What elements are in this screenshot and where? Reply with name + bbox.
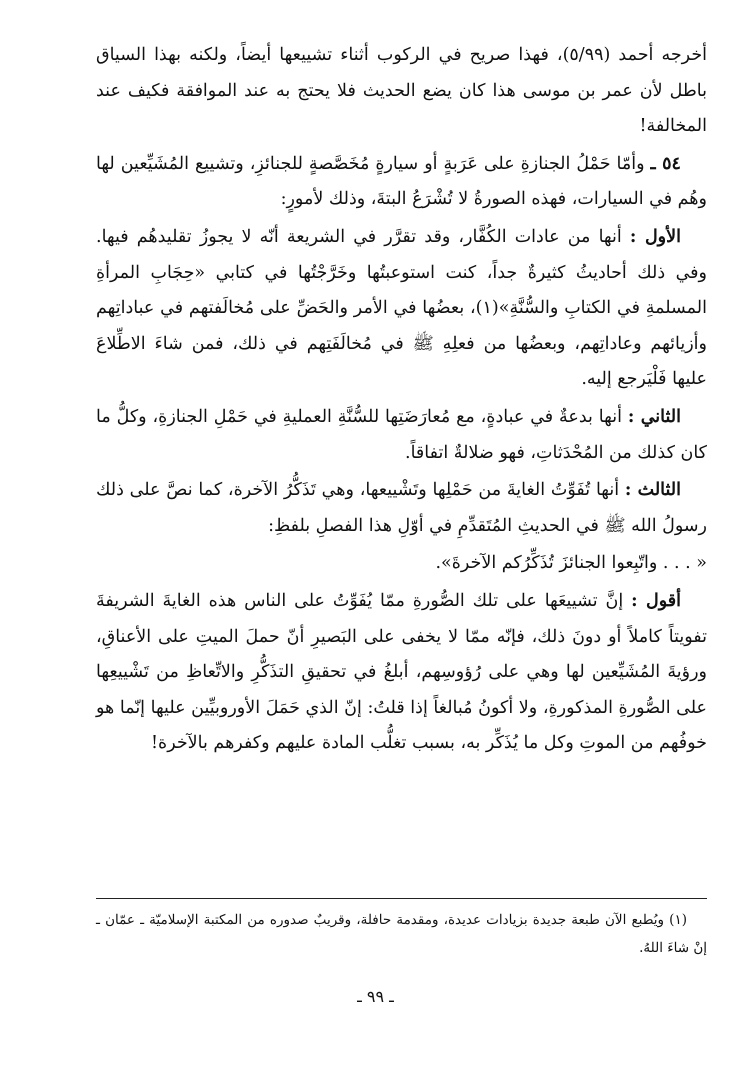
- paragraph-continuation: [96, 38, 707, 145]
- reason-heading: الثالث :: [624, 480, 681, 501]
- main-text: [96, 38, 707, 764]
- comment-heading: أقول :: [631, 590, 681, 611]
- paragraph-text: إنَّ تشييعَها على تلك الصُّورةِ ممّا يُفَوِّتُ على الناس هذه الغايةَ الشريفةَ تفويتاً كاملاً أو دونَ ذلك، فإنّه ممّا لا يخفى على البَصيرِ أنّ حملَ الميتِ على الأعناقِ، ورؤيةَ المُشَيِّعين لها وهي على رُؤوسِهم، أبلغُ في تحقيقِ التذَكُّرِ والاتِّعاظِ من تَشْييعِها على الصُّورةِ المذكورةِ، ولا أكونُ مُبالغاً إذا قلتُ: إنّ الذي حَمَلَ الأوروبيِّين عليها إنّما هو خوفُهم من الموتِ وكل ما يُذَكِّر به، بسبب تغلُّب المادة عليهم وكفرهم بالآخرة!: [96, 590, 707, 754]
- quote-text: « . . . واتّبِعوا الجنائزَ تُذَكِّرُكم الآخرةَ».: [435, 553, 707, 574]
- paragraph-number: ٥٤ ـ: [650, 153, 681, 174]
- paragraph-54: [96, 147, 707, 218]
- reason-heading: الأول :: [629, 226, 681, 247]
- footnote-text: (١) ويُطبع الآن طبعة جديدة بزيادات عديدة، ومقدمة حافلة، وقريبٌ صدوره من المكتبة الإسلاميّة ـ عمّان ـ إنْ شاءَ اللهُ.: [96, 912, 707, 956]
- hadith-quote: [96, 546, 707, 582]
- paragraph-third-reason: [96, 473, 707, 544]
- paragraph-first-reason: [96, 220, 707, 398]
- page-number: ـ ٩٩ ـ: [357, 987, 394, 1006]
- reason-heading: الثاني :: [627, 406, 681, 427]
- paragraph-text: أنها بدعةٌ في عبادةٍ، مع مُعارَضَتِها للسُّنَّةِ العمليةِ في حَمْلِ الجنازةِ، وكلُّ ما كان كذلك من المُحْدَثاتِ، فهو ضلالةٌ اتفاقاً.: [96, 406, 707, 463]
- footnote-separator: [96, 898, 707, 899]
- paragraph-author-comment: [96, 584, 707, 762]
- paragraph-second-reason: [96, 400, 707, 471]
- paragraph-text: وأمّا حَمْلُ الجنازةِ على عَرَبةٍ أو سيارةٍ مُخَصَّصةٍ للجنائزِ، وتشييع المُشَيِّعين لها وهُم في السيارات، فهذه الصورةُ لا تُشْرَعُ البتةَ، وذلك لأمورٍ:: [96, 153, 707, 210]
- footnote: [96, 906, 707, 962]
- paragraph-text: أخرجه أحمد (٥/٩٩)، فهذا صريح في الركوب أثناء تشييعها أيضاً، ولكنه بهذا السياق باطل لأن عمر بن موسى هذا كان يضع الحديث فلا يحتج به عند الموافقة فكيف عند المخالفة!: [96, 45, 707, 137]
- paragraph-text: أنها من عادات الكُفَّار، وقد تقرَّر في الشريعة أنّه لا يجوزُ تقليدهُم فيها. وفي ذلك أحاديثُ كثيرةٌ جداً، كنت استوعبتُها وخَرَّجْتُها في كتابي «حِجَابِ المرأةِ المسلمةِ في الكتابِ والسُّنَّةِ»(١)، بعضُها في الأمر والحَضِّ على مُخالَفتهم في عباداتِهم وأزيائهم وعاداتِهم، وبعضُها من فعلِهِ ﷺ في مُخالَفَتِهم في ذلك، فمن شاءَ الاطِّلاعَ عليها فَلْيَرجع إليه.: [96, 226, 707, 390]
- paragraph-text: أنها تُفَوِّتُ الغايةَ من حَمْلِها وتَشْييعها، وهي تَذَكُّرُ الآخرة، كما نصَّ على ذلك رسولُ الله ﷺ في الحديثِ المُتَقدِّمِ في أوّلِ هذا الفصلِ بلفظِ:: [96, 480, 707, 536]
